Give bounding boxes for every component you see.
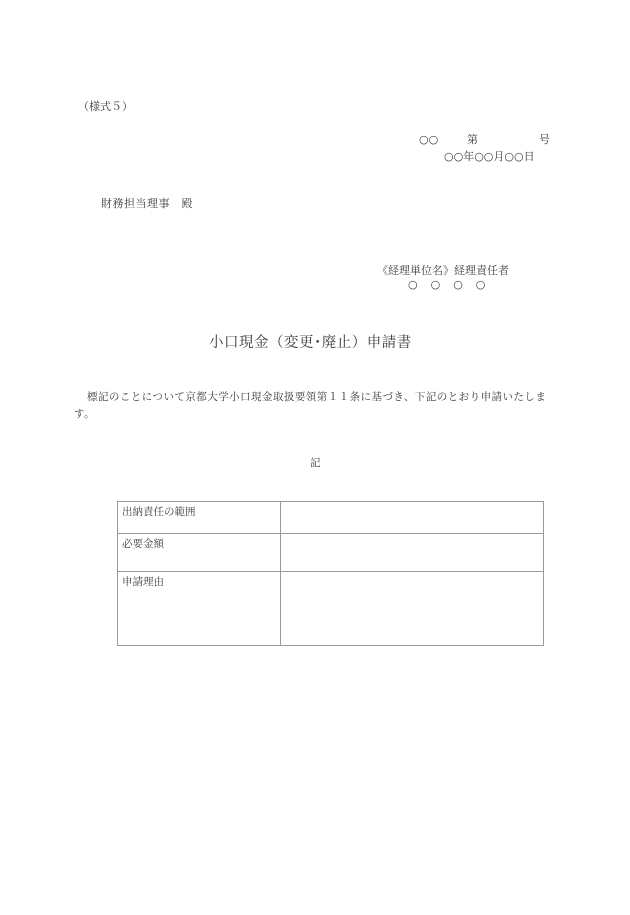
request-table bbox=[117, 501, 544, 646]
form-number: （様式５） bbox=[78, 100, 133, 113]
body-text: 標記のことについて京都大学小口現金取扱要領第１１条に基づき、下記のとおり申請いたします。 bbox=[74, 391, 547, 420]
row-value-reason[interactable] bbox=[281, 572, 544, 646]
addressee: 財務担当理事 殿 bbox=[101, 197, 193, 210]
table-row bbox=[118, 534, 544, 572]
document-date: ○○年○○月○○日 bbox=[444, 150, 535, 163]
document-title: 小口現金（変更･廃止）申請書 bbox=[209, 335, 412, 351]
document-number-prefix: ○○ bbox=[419, 133, 439, 146]
row-label-reason: 申請理由 bbox=[118, 572, 281, 646]
sender-unit-title: 《経理単位名》経理責任者 bbox=[377, 264, 509, 277]
table-row bbox=[118, 502, 544, 534]
row-label-amount: 必要金額 bbox=[118, 534, 281, 572]
row-value-scope[interactable] bbox=[281, 502, 544, 534]
sender-name: ○○○○ bbox=[408, 278, 499, 291]
document-number-go: 号 bbox=[539, 133, 550, 146]
row-label-scope: 出納責任の範囲 bbox=[118, 502, 281, 534]
document-number bbox=[419, 131, 550, 147]
table-row bbox=[118, 572, 544, 646]
document-number-dai: 第 bbox=[467, 133, 478, 146]
row-value-amount[interactable] bbox=[281, 534, 544, 572]
ki-label: 記 bbox=[310, 457, 321, 469]
